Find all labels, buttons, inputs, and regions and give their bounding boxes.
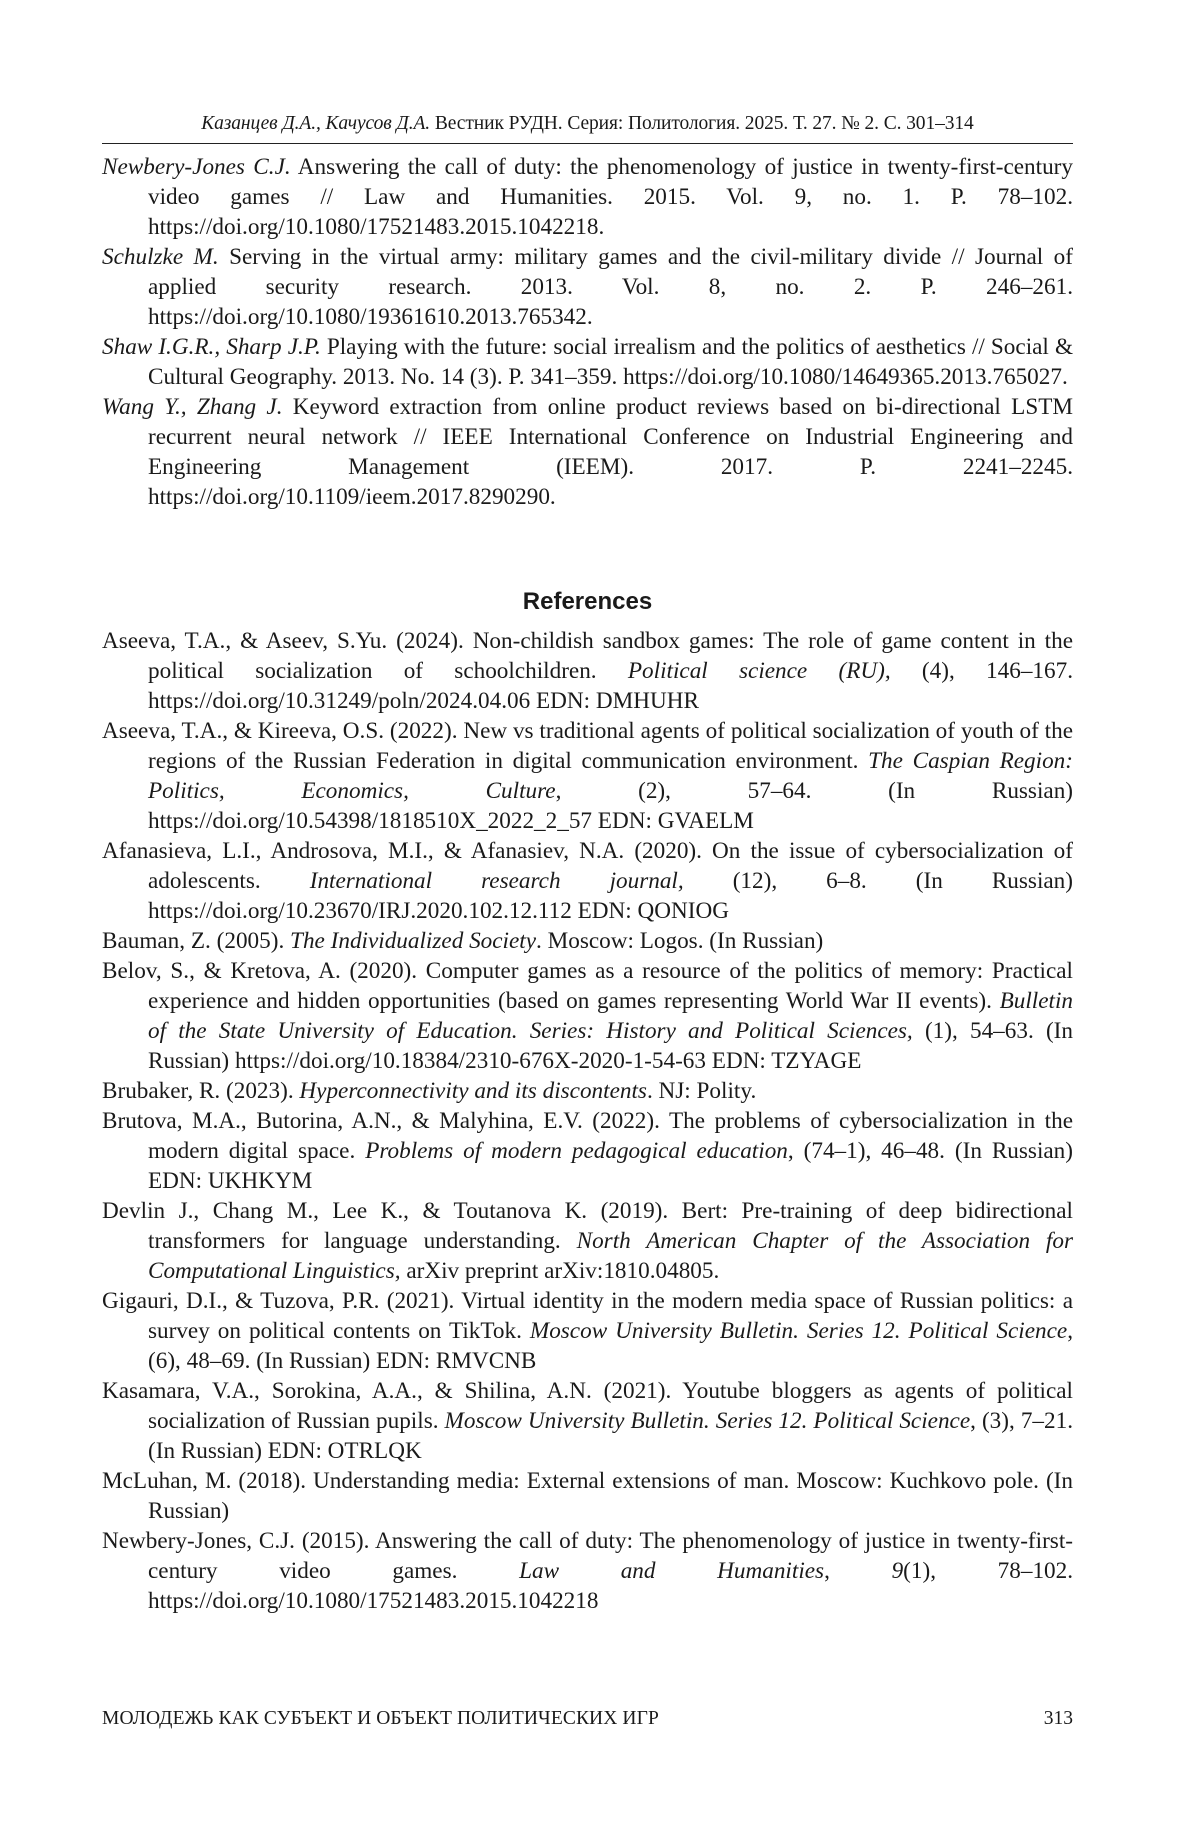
reference-text-segment: Brubaker, R. (2023).	[102, 1078, 299, 1104]
reference-entry	[102, 1466, 1073, 1526]
reference-italic-segment: Bulletin of the State University of Education. Series: History and Political Sciences,	[148, 988, 1073, 1044]
references-heading: References	[102, 588, 1073, 616]
reference-italic-segment: The Individualized Society	[290, 928, 536, 954]
reference-text-segment: McLuhan, M. (2018). Understanding media: External extensions of man. Moscow: Kuchkovo pole. (In Russian)	[102, 1468, 1073, 1524]
header-rule	[102, 143, 1073, 144]
journal-page	[0, 0, 1200, 1834]
page-number: 313	[1044, 1708, 1073, 1730]
literature-list-continued	[102, 152, 1073, 512]
reference-text-segment: Bauman, Z. (2005).	[102, 928, 290, 954]
reference-entry	[102, 1526, 1073, 1616]
reference-italic-segment: Shaw I.G.R., Sharp J.P.	[102, 334, 321, 360]
reference-italic-segment: Moscow University Bulletin. Series 12. Political Science	[445, 1408, 971, 1434]
reference-text-segment: Newbery-Jones, C.J. (2015). Answering the call of duty: The phenomenology of justice in twenty-first-century video games.	[102, 1528, 1073, 1584]
reference-entry	[102, 392, 1073, 512]
reference-text-segment: Kasamara, V.A., Sorokina, A.A., & Shilina, A.N. (2021). Youtube bloggers as agents of political socialization of Russian pupils.	[102, 1378, 1073, 1434]
reference-text-segment: arXiv preprint arXiv:1810.04805.	[401, 1258, 720, 1284]
reference-text-segment: Brutova, M.A., Butorina, A.N., & Malyhina, E.V. (2022). The problems of cybersocialization in the modern digital space.	[102, 1108, 1073, 1164]
reference-entry	[102, 926, 1073, 956]
running-head-journal: Вестник РУДН. Серия: Политология. 2025. Т. 27. № 2. С. 301–314	[435, 113, 974, 134]
references-list	[102, 626, 1073, 1616]
reference-italic-segment: Schulzke M.	[102, 244, 219, 270]
reference-entry	[102, 242, 1073, 332]
reference-text-segment: (12), 6–8. (In Russian) https://doi.org/10.23670/IRJ.2020.102.12.112 EDN: QONIOG	[148, 868, 1073, 924]
reference-text-segment: Devlin J., Chang M., Lee K., & Toutanova K. (2019). Bert: Pre-training of deep bidirectional transformers for language understanding.	[102, 1198, 1073, 1254]
reference-entry	[102, 1196, 1073, 1286]
reference-italic-segment: Wang Y., Zhang J.	[102, 394, 283, 420]
reference-text-segment: Answering the call of duty: the phenomenology of justice in twenty-first-century video games // Law and Humanities. 2015. Vol. 9, no. 1. P. 78–102. https://doi.org/10.1080/17521483.2015.1042218.	[148, 154, 1073, 240]
reference-text-segment: Aseeva, T.A., & Kireeva, O.S. (2022). New vs traditional agents of political socialization of youth of the regions of the Russian Federation in digital communication environment.	[102, 718, 1073, 774]
reference-entry	[102, 626, 1073, 716]
reference-text-segment: Serving in the virtual army: military games and the civil-military divide // Journal of applied security research. 2013. Vol. 8, no. 2. P. 246–261. https://doi.org/10.1080/19361610.2013.765342.	[148, 244, 1073, 330]
footer-article-title: МОЛОДЕЖЬ КАК СУБЪЕКТ И ОБЪЕКТ ПОЛИТИЧЕСКИХ ИГР	[102, 1708, 659, 1730]
reference-text-segment: Keyword extraction from online product reviews based on bi-directional LSTM recurrent neural network // IEEE International Conference on Industrial Engineering and Engineering Management (IEEM). 2017. P. 2241–2245. https://doi.org/10.1109/ieem.2017.8290290.	[148, 394, 1073, 510]
reference-text-segment: , (6), 48–69. (In Russian) EDN: RMVCNB	[148, 1318, 1073, 1374]
reference-italic-segment: Law and Humanities	[519, 1558, 824, 1584]
reference-text-segment: , (2), 57–64. (In Russian) https://doi.org/10.54398/1818510X_2022_2_57 EDN: GVAELM	[148, 778, 1073, 834]
reference-italic-segment: Newbery-Jones C.J.	[102, 154, 291, 180]
reference-entry	[102, 836, 1073, 926]
reference-entry	[102, 956, 1073, 1076]
reference-entry	[102, 1286, 1073, 1376]
reference-italic-segment: Hyperconnectivity and its discontents	[299, 1078, 647, 1104]
reference-text-segment: (4), 146–167. https://doi.org/10.31249/poln/2024.04.06 EDN: DMHUHR	[148, 658, 1073, 714]
reference-italic-segment: 9	[892, 1558, 904, 1584]
reference-italic-segment: Political science (RU),	[628, 658, 891, 684]
reference-text-segment: Aseeva, T.A., & Aseev, S.Yu. (2024). Non-childish sandbox games: The role of game content in the political socialization of schoolchildren.	[102, 628, 1073, 684]
running-head	[102, 113, 1073, 135]
reference-text-segment: Belov, S., & Kretova, A. (2020). Computer games as a resource of the politics of memory: Practical experience and hidden opportunities (based on games representing World War II events).	[102, 958, 1073, 1014]
running-head-authors: Казанцев Д.А., Качусов Д.А.	[201, 113, 430, 134]
reference-italic-segment: International research journal,	[310, 868, 684, 894]
reference-entry	[102, 1106, 1073, 1196]
reference-text-segment: Playing with the future: social irrealism and the politics of aesthetics // Social & Cultural Geography. 2013. No. 14 (3). P. 341–359. https://doi.org/10.1080/14649365.2013.765027.	[148, 334, 1073, 390]
reference-italic-segment: Problems of modern pedagogical education	[365, 1138, 788, 1164]
reference-italic-segment: The Caspian Region: Politics, Economics, Culture	[148, 748, 1073, 804]
reference-text-segment: , (74–1), 46–48. (In Russian) EDN: UKHKYM	[148, 1138, 1073, 1194]
reference-entry	[102, 152, 1073, 242]
reference-entry	[102, 1076, 1073, 1106]
reference-entry	[102, 716, 1073, 836]
reference-text-segment: ,	[824, 1558, 891, 1584]
reference-text-segment: Gigauri, D.I., & Tuzova, P.R. (2021). Virtual identity in the modern media space of Russian politics: a survey on political contents on TikTok.	[102, 1288, 1073, 1344]
reference-text-segment: (1), 54–63. (In Russian) https://doi.org/10.18384/2310-676X-2020-1-54-63 EDN: TZYAGE	[148, 1018, 1073, 1074]
reference-italic-segment: Moscow University Bulletin. Series 12. Political Science	[530, 1318, 1067, 1344]
reference-entry	[102, 332, 1073, 392]
reference-italic-segment: North American Chapter of the Association for Computational Linguistics,	[148, 1228, 1073, 1284]
reference-text-segment: (1), 78–102. https://doi.org/10.1080/17521483.2015.1042218	[148, 1558, 1073, 1614]
reference-text-segment: Afanasieva, L.I., Androsova, M.I., & Afanasiev, N.A. (2020). On the issue of cybersocialization of adolescents.	[102, 838, 1073, 894]
reference-entry	[102, 1376, 1073, 1466]
reference-text-segment: . Moscow: Logos. (In Russian)	[536, 928, 823, 954]
reference-text-segment: . NJ: Polity.	[647, 1078, 756, 1104]
reference-text-segment: , (3), 7–21. (In Russian) EDN: OTRLQK	[148, 1408, 1073, 1464]
